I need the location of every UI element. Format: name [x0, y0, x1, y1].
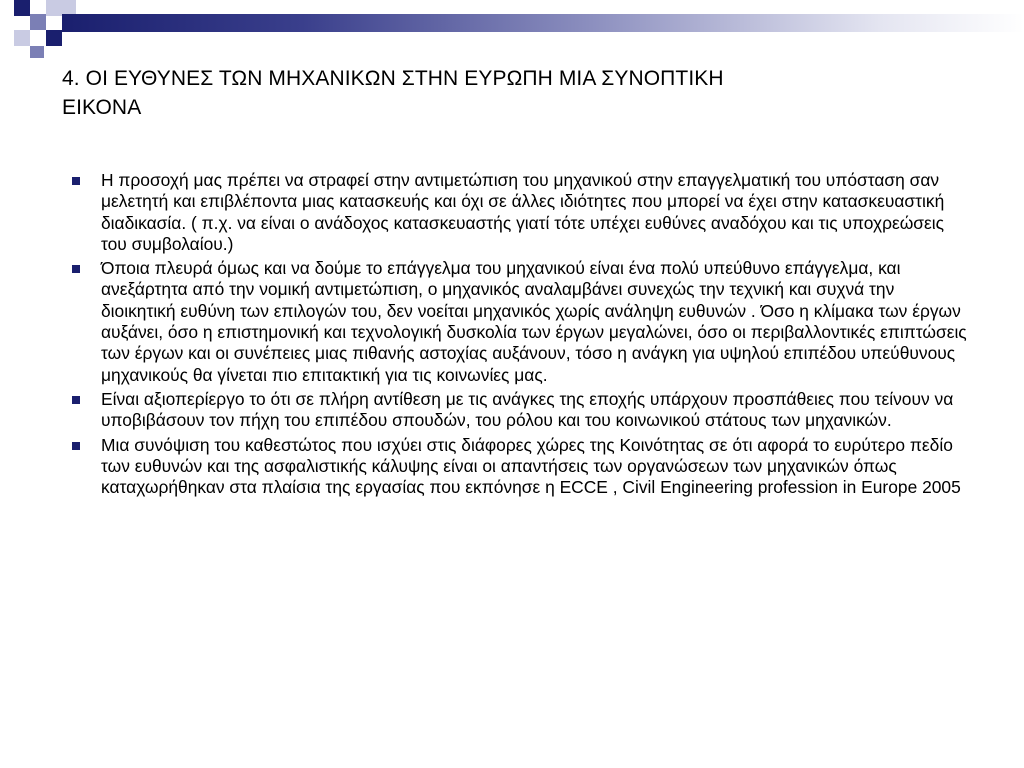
bullet-item — [72, 389, 972, 432]
square-bullet-icon — [72, 442, 80, 450]
bullet-text: Είναι αξιοπερίεργο το ότι σε πλήρη αντίθεση με τις ανάγκες της εποχής υπάρχουν προσπάθειες που τείνουν να υποβιβάσουν τον πήχη του επιπέδου σπουδών, του ρόλου και του κοινωνικού στάτους των μηχανικών. — [101, 388, 954, 431]
decor-square — [30, 46, 44, 58]
bullet-item — [72, 170, 972, 255]
slide-content — [72, 170, 972, 501]
slide-title-line1: 4. ΟΙ ΕΥΘΥΝΕΣ ΤΩΝ ΜΗΧΑΝΙΚΩΝ ΣΤΗΝ ΕΥΡΩΠΗ ΜΙΑ ΣΥΝΟΠΤΙΚΗ — [62, 67, 724, 90]
square-bullet-icon — [72, 177, 80, 185]
slide-title — [62, 64, 962, 122]
decor-square — [46, 30, 62, 46]
bullet-text: Μια συνόψιση του καθεστώτος που ισχύει στις διάφορες χώρες της Κοινότητας σε ότι αφορά το ευρύτερο πεδίο των ευθυνών και της ασφαλιστικής κάλυψης είναι οι απαντήσεις των οργανώσεων των μηχανικών όπως καταχωρήθηκαν στα πλαίσια της εργασίας που εκπόνησε η ECCE , Civil Engineering profession in Europe 2005 — [101, 434, 961, 498]
bullet-item — [72, 435, 972, 499]
decor-square — [46, 0, 62, 16]
square-bullet-icon — [72, 265, 80, 273]
header-gradient-bar — [62, 14, 1024, 32]
decor-square — [14, 0, 30, 16]
slide-title-line2: ΕΙΚΟΝΑ — [62, 96, 142, 119]
square-bullet-icon — [72, 396, 80, 404]
decor-square — [62, 0, 76, 14]
bullet-item — [72, 258, 972, 386]
bullet-text: Η προσοχή μας πρέπει να στραφεί στην αντιμετώπιση του μηχανικού στην επαγγελματική του υπόσταση σαν μελετητή και επιβλέποντα μιας κατασκευής και όχι σε άλλες ιδιότητες που μπορεί να έχει στην κατασκευαστική διαδικασία. ( π.χ. να είναι ο ανάδοχος κατασκευαστής γιατί τότε υπέχει ευθύνες αναδόχου και τις υποχρεώσεις του συμβολαίου.) — [101, 170, 945, 254]
decor-square — [30, 14, 46, 30]
decor-square — [14, 30, 30, 46]
bullet-text: Όποια πλευρά όμως και να δούμε το επάγγελμα του μηχανικού είναι ένα πολύ υπεύθυνο επάγγελμα, και ανεξάρτητα από την νομική αντιμετώπιση, ο μηχανικός αναλαμβάνει συνεχώς την τεχνική και συχνά την διοικητική ευθύνη των επιλογών του, δεν νοείται μηχανικός χωρίς ανάληψη ευθυνών . Όσο η κλίμακα των έργων αυξάνει, όσο η επιστημονική και τεχνολογική δυσκολία των έργων μεγαλώνει, όσο οι περιβαλλοντικές επιπτώσεις των έργων και οι συνέπειες μιας πιθανής αστοχίας αυξάνουν, τόσο η ανάγκη για υψηλού επιπέδου υπεύθυνους μηχανικούς θα γίνεται πιο επιτακτική για τις κοινωνίες μας. — [101, 258, 967, 385]
bullet-list — [72, 170, 972, 498]
header-decoration — [0, 0, 1024, 48]
